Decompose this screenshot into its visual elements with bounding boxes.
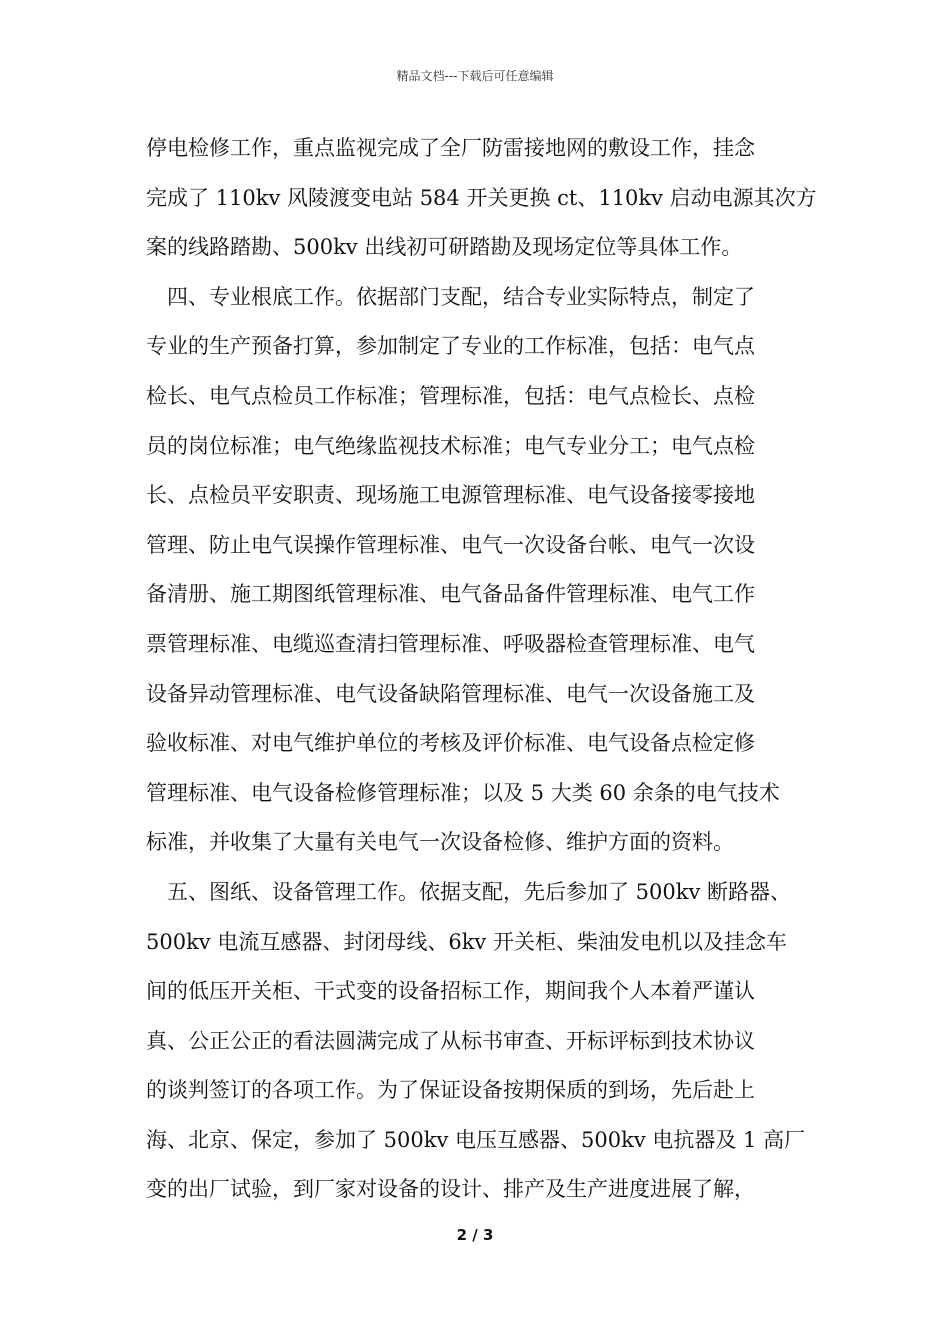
text-line: 备清册、施工期图纸管理标准、电气备品备件管理标准、电气工作 — [146, 582, 755, 607]
text-line: 票管理标准、电缆巡查清扫管理标准、呼吸器检查管理标准、电气 — [146, 631, 755, 656]
text-line: 员的岗位标准；电气绝缘监视技术标准；电气专业分工；电气点检 — [146, 433, 755, 458]
text-line: 专业的生产预备打算，参加制定了专业的工作标准，包括：电气点 — [146, 334, 755, 359]
page-header: 精品文档---下载后可任意编辑 — [396, 69, 554, 83]
text-line: 管理、防止电气误操作管理标准、电气一次设备台帐、电气一次设 — [146, 532, 755, 557]
text-line: 停电检修工作，重点监视完成了全厂防雷接地网的敷设工作，挂念 — [146, 136, 755, 160]
text-line: 管理标准、电气设备检修管理标准；以及 5 大类 60 余条的电气技术 — [146, 780, 780, 805]
text-line: 海、北京、保定，参加了 500kv 电压互感器、500kv 电抗器及 1 高厂 — [146, 1127, 806, 1152]
text-line: 长、点检员平安职责、现场施工电源管理标准、电气设备接零接地 — [146, 483, 755, 508]
page-number: 2 / 3 — [456, 1226, 494, 1244]
text-line: 四、专业根底工作。依据部门支配，结合专业实际特点，制定了 — [167, 284, 755, 309]
text-line: 五、图纸、设备管理工作。依据支配，先后参加了 500kv 断路器、 — [167, 879, 792, 904]
text-line: 设备异动管理标准、电气设备缺陷管理标准、电气一次设备施工及 — [146, 681, 755, 706]
text-line: 标准，并收集了大量有关电气一次设备检修、维护方面的资料。 — [146, 830, 734, 855]
text-line: 间的低压开关柜、干式变的设备招标工作，期间我个人本着严谨认 — [146, 979, 755, 1004]
text-line: 检长、电气点检员工作标准；管理标准，包括：电气点检长、点检 — [146, 383, 755, 408]
text-line: 500kv 电流互感器、封闭母线、6kv 开关柜、柴油发电机以及挂念车 — [146, 929, 787, 954]
text-line: 的谈判签订的各项工作。为了保证设备按期保质的到场，先后赴上 — [146, 1078, 755, 1103]
text-line: 真、公正公正的看法圆满完成了从标书审查、开标评标到技术协议 — [146, 1028, 755, 1053]
document-body — [146, 124, 826, 1215]
text-line: 案的线路踏勘、500kv 出线初可研踏勘及现场定位等具体工作。 — [146, 235, 743, 260]
text-line: 变的出厂试验，到厂家对设备的设计、排产及生产进度进展了解， — [146, 1177, 755, 1202]
text-line: 完成了 110kv 风陵渡变电站 584 开关更换 ct、110kv 启动电源其次方 — [146, 185, 817, 210]
text-line: 验收标准、对电气维护单位的考核及评价标准、电气设备点检定修 — [146, 731, 755, 756]
